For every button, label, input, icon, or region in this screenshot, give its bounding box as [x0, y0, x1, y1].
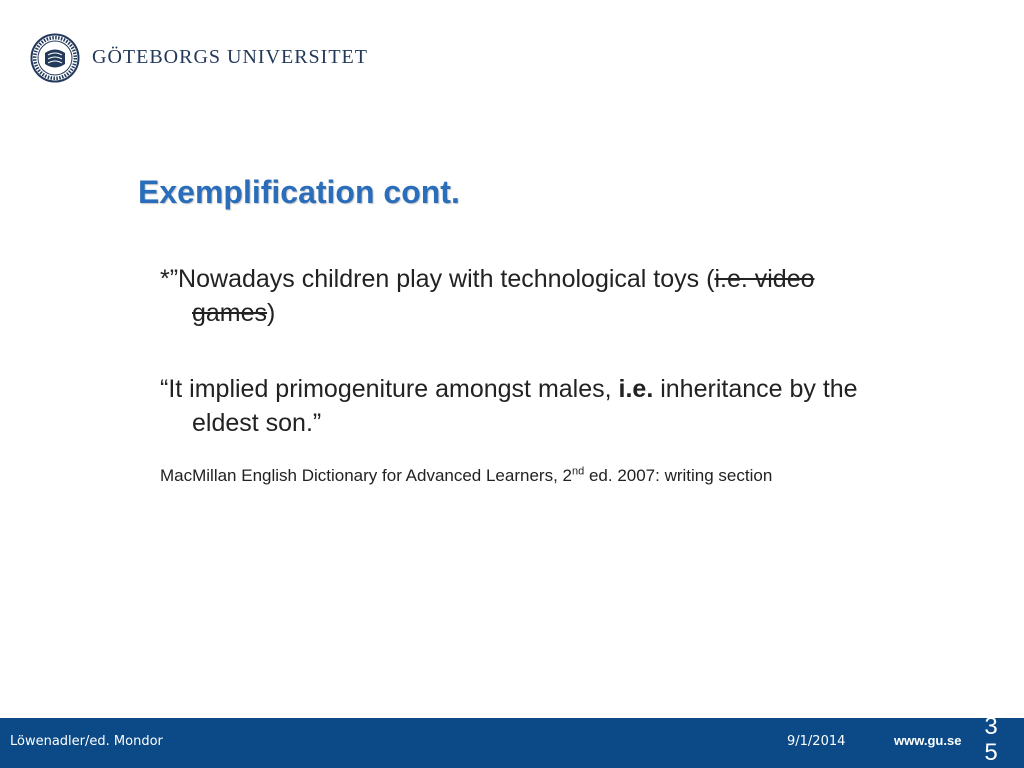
example-2-suffix: inheritance by the eldest son.”: [192, 375, 858, 437]
slide-body: [160, 262, 890, 504]
example-1-prefix: *”Nowadays children play with technological toys (: [160, 265, 715, 293]
example-sentence-1: [160, 262, 890, 330]
page-number: 35: [984, 713, 998, 766]
university-name: GÖTEBORGS UNIVERSITET: [92, 46, 368, 68]
footer-author: Löwenadler/ed. Mondor: [10, 734, 163, 749]
footer-bar: [0, 718, 1024, 768]
university-seal-icon: [30, 33, 80, 83]
footer-url[interactable]: www.gu.se: [894, 733, 962, 748]
source-superscript: nd: [571, 465, 585, 478]
slide-title: Exemplification cont.: [138, 174, 460, 210]
bold-abbreviation: i.e.: [618, 375, 654, 403]
source-citation: [160, 465, 890, 487]
example-sentence-2: [160, 372, 890, 440]
example-2-prefix: “It implied primogeniture amongst males,: [160, 375, 619, 403]
source-text-before: MacMillan English Dictionary for Advanced Learners, 2: [160, 466, 572, 485]
footer-date: 9/1/2014: [787, 734, 846, 749]
source-text-after: ed. 2007: writing section: [584, 466, 773, 485]
example-1-suffix: ): [267, 299, 276, 327]
struck-text: i.e. video games: [192, 265, 815, 327]
